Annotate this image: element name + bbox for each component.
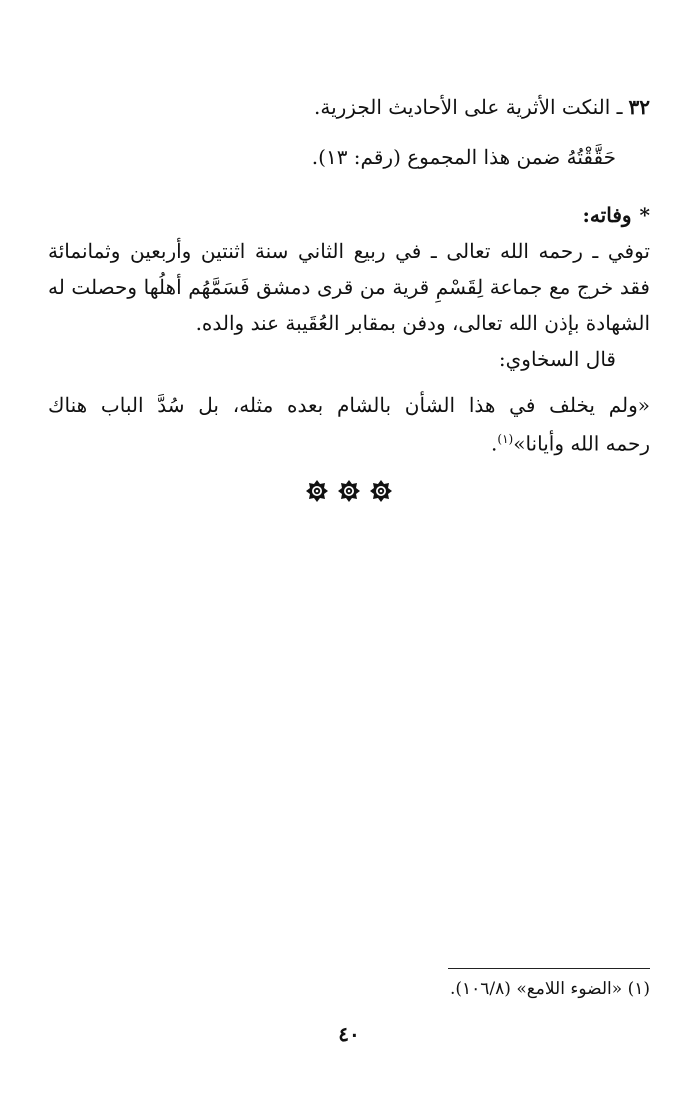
- item-title: ـ النكت الأثرية على الأحاديث الجزرية.: [313, 95, 623, 119]
- ornament-icon: [306, 480, 328, 502]
- footnote: [450, 976, 650, 1002]
- death-paragraph-line-2: فقد خرج مع جماعة لِقَسْمِ قرية من قرى دمشق فَسَمَّهُم أهلُها وحصلت له: [48, 275, 650, 299]
- section-divider-ornaments: [0, 480, 698, 502]
- footnote-separator: [448, 968, 650, 969]
- item-32-title-line: [48, 92, 650, 122]
- quote-line-2: رحمه الله وأيانا»: [513, 431, 650, 456]
- ornament-icon: [370, 480, 392, 502]
- ornament-icon: [338, 480, 360, 502]
- page-number: ٤٠: [338, 1022, 360, 1046]
- death-paragraph-line-3: الشهادة بإذن الله تعالى، ودفن بمقابر العُقَيبة عند والده.: [195, 311, 650, 335]
- death-heading-line: [48, 200, 650, 230]
- item-number: ٣٢: [628, 95, 650, 119]
- footnote-marker: (١): [497, 432, 514, 446]
- asterisk-icon: *: [639, 203, 650, 227]
- quote-end: .: [491, 431, 498, 456]
- quote-line-2-wrap: [48, 424, 650, 459]
- quote-line-1: «ولم يخلف في هذا الشأن بالشام بعده مثله، بل سُدَّ الباب هناك: [48, 393, 650, 417]
- footnote-number: (١): [627, 979, 650, 999]
- footnote-text: «الضوء اللامع» (١٠٦/٨).: [449, 979, 623, 999]
- quote-intro: قال السخاوي:: [498, 347, 616, 371]
- section-heading: وفاته:: [582, 203, 632, 227]
- death-paragraph-line-1: توفي ـ رحمه الله تعالى ـ في ربيع الثاني سنة اثنتين وأربعين وثمانمائة: [48, 239, 650, 263]
- item-32-note: حَقَّقْتُهُ ضمن هذا المجموع (رقم: ١٣).: [311, 145, 616, 169]
